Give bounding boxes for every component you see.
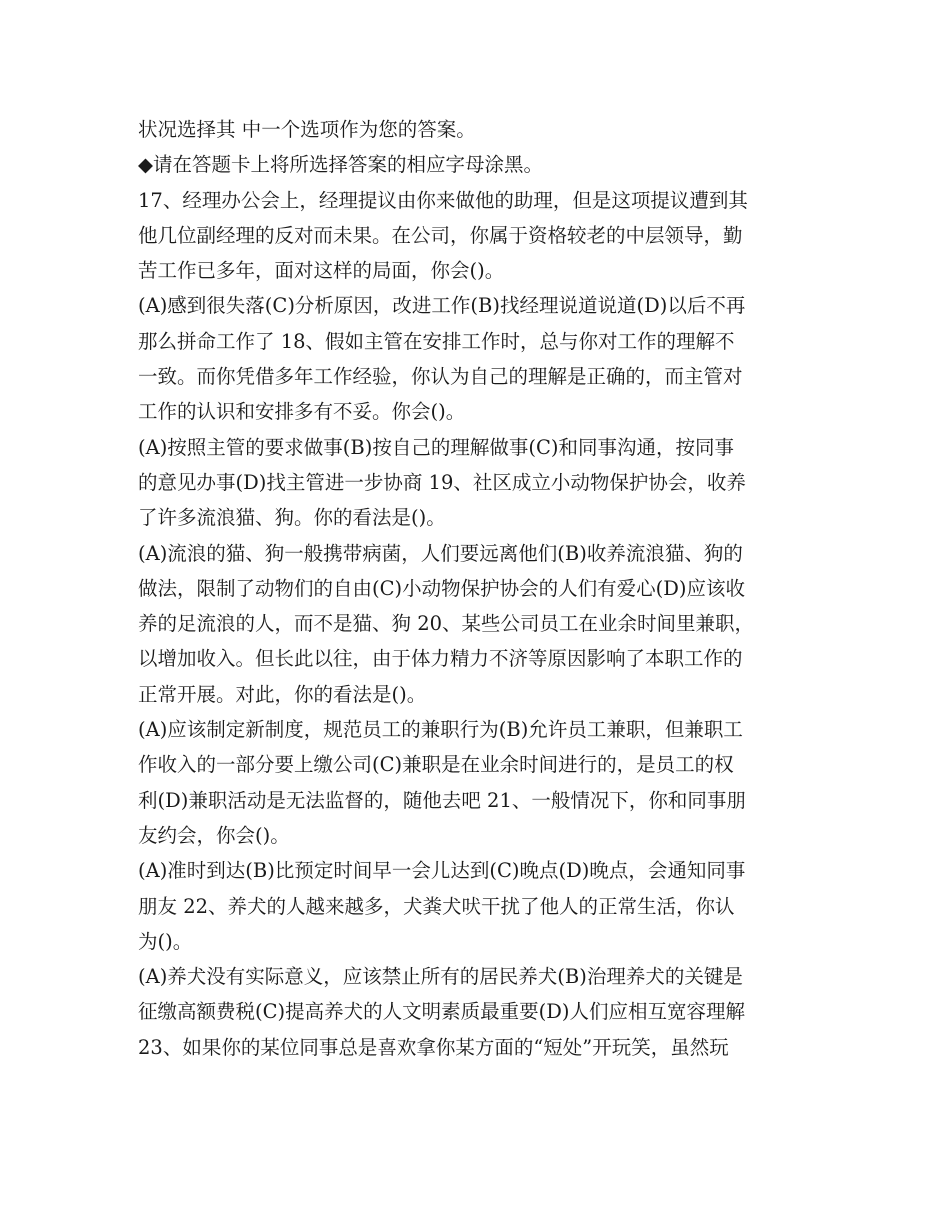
text-line: 朋友 22、养犬的人越来越多，犬粪犬吠干扰了他人的正常生活，你认 bbox=[138, 894, 735, 918]
text-line: 为()。 bbox=[138, 929, 193, 953]
text-line: 做法，限制了动物们的自由(C)小动物保护协会的人们有爱心(D)应该收 bbox=[138, 576, 745, 600]
text-line: 养的足流浪的人，而不是猫、狗 20、某些公司员工在业余时间里兼职， bbox=[138, 612, 755, 636]
text-line: ◆请在答题卡上将所选择答案的相应字母涂黑。 bbox=[138, 153, 543, 177]
text-line: 他几位副经理的反对而未果。在公司，你属于资格较老的中层领导，勤 bbox=[138, 223, 743, 247]
text-line: 以增加收入。但长此以往，由于体力精力不济等原因影响了本职工作的 bbox=[138, 647, 743, 671]
text-line: 23、如果你的某位同事总是喜欢拿你某方面的“短处”开玩笑，虽然玩 bbox=[138, 1035, 729, 1059]
body-text bbox=[138, 112, 818, 1065]
text-line: (A)按照主管的要求做事(B)按自己的理解做事(C)和同事沟通，按同事 bbox=[138, 435, 734, 459]
text-line: 17、经理办公会上，经理提议由你来做他的助理，但是这项提议遭到其 bbox=[138, 188, 748, 212]
text-line: 了许多流浪猫、狗。你的看法是()。 bbox=[138, 506, 446, 530]
text-line: 状况选择其 中一个选项作为您的答案。 bbox=[138, 118, 476, 141]
text-line: (A)感到很失落(C)分析原因，改进工作(B)找经理说道说道(D)以后不再 bbox=[138, 294, 746, 318]
text-line: 作收入的一部分要上缴公司(C)兼职是在业余时间进行的，是员工的权 bbox=[138, 753, 734, 777]
text-line: 工作的认识和安排多有不妥。你会()。 bbox=[138, 400, 466, 424]
text-line: (A)应该制定新制度，规范员工的兼职行为(B)允许员工兼职，但兼职工 bbox=[138, 718, 743, 742]
text-line: 友约会，你会()。 bbox=[138, 823, 290, 847]
text-line: 苦工作已多年，面对这样的局面，你会()。 bbox=[138, 259, 505, 283]
text-line: (A)准时到达(B)比预定时间早一会儿达到(C)晚点(D)晚点，会通知同事 bbox=[138, 859, 746, 883]
text-line: (A)养犬没有实际意义，应该禁止所有的居民养犬(B)治理养犬的关键是 bbox=[138, 965, 743, 989]
text-line: (A)流浪的猫、狗一般携带病菌，人们要远离他们(B)收养流浪猫、狗的 bbox=[138, 541, 743, 565]
text-line: 那么拼命工作了 18、假如主管在安排工作时，总与你对工作的理解不 bbox=[138, 329, 735, 353]
text-line: 的意见办事(D)找主管进一步协商 19、社区成立小动物保护协会，收养 bbox=[138, 470, 746, 494]
text-line: 利(D)兼职活动是无法监督的，随他去吧 21、一般情况下，你和同事朋 bbox=[138, 788, 746, 812]
text-line: 征缴高额费税(C)提高养犬的人文明素质最重要(D)人们应相互宽容理解 bbox=[138, 1000, 745, 1024]
text-line: 正常开展。对此，你的看法是()。 bbox=[138, 682, 427, 706]
text-line: 一致。而你凭借多年工作经验，你认为自己的理解是正确的，而主管对 bbox=[138, 365, 743, 389]
